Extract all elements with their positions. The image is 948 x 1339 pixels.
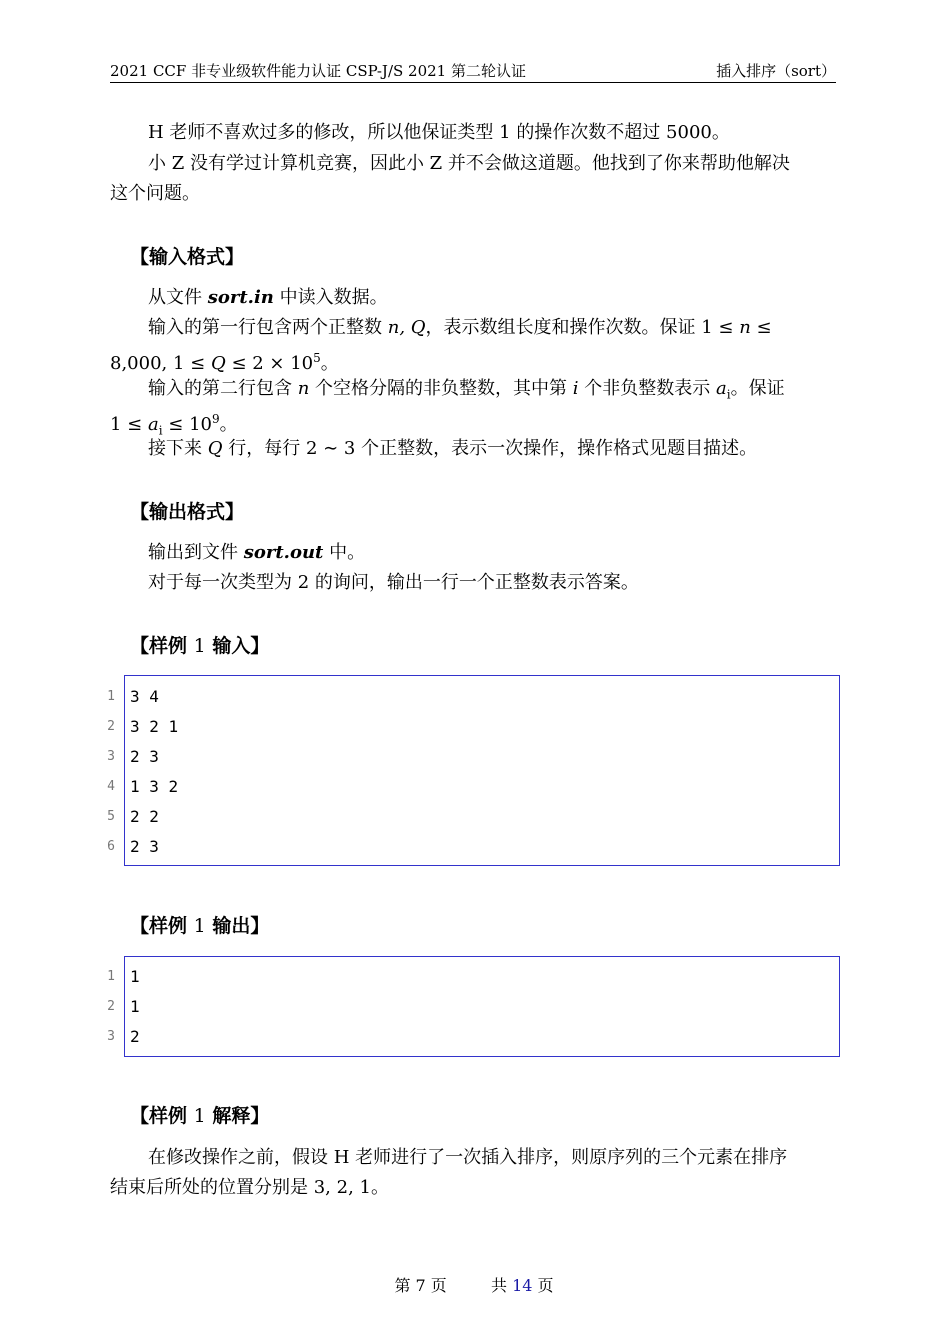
output-format-heading: 【输出格式】 (130, 501, 245, 523)
input-format-line-4: 输入的第二行包含 n 个空格分隔的非负整数，其中第 i 个非负整数表示 $a_i$。保证 (148, 378, 785, 402)
input-format-line-1: 从文件 sort.in 中读入数据。 (148, 287, 388, 308)
sample-explanation-heading: 【样例 1 解释】 (130, 1105, 270, 1127)
header-problem-name: 插入排序（sort） (716, 62, 836, 80)
input-format-line-3: 8,000, $1 \le Q \le 2 \times 10^5$。 (110, 351, 339, 374)
input-format-line-6: 接下来 Q 行，每行 2 ∼ 3 个正整数，表示一次操作，操作格式见题目描述。 (148, 438, 758, 459)
sample-input-heading: 【样例 1 输入】 (130, 635, 270, 657)
code-line: 5 2 2 (107, 807, 159, 826)
sample-explanation-line-1: 在修改操作之前，假设 H 老师进行了一次插入排序，则原序列的三个元素在排序 (148, 1147, 788, 1168)
input-format-line-2: 输入的第一行包含两个正整数 n, Q，表示数组长度和操作次数。保证 1 ≤ n ≤ (148, 317, 772, 338)
page-number: 第 7 页 (394, 1276, 447, 1295)
page-total: 共 14 页 (491, 1276, 554, 1295)
code-line: 3 2 3 (107, 747, 159, 766)
code-line: 2 3 2 1 (107, 717, 179, 736)
code-line: 2 1 (107, 997, 140, 1016)
page-footer (0, 1273, 948, 1296)
code-line: 6 2 3 (107, 837, 159, 856)
output-format-line-1: 输出到文件 sort.out 中。 (148, 542, 366, 563)
input-format-heading: 【输入格式】 (130, 246, 245, 268)
code-line: 4 1 3 2 (107, 777, 179, 796)
header-title: 2021 CCF 非专业级软件能力认证 CSP-J/S 2021 第二轮认证 (110, 62, 526, 80)
intro-paragraph-1: H 老师不喜欢过多的修改，所以他保证类型 1 的操作次数不超过 5000。 (148, 122, 730, 143)
code-line: 3 2 (107, 1027, 140, 1046)
output-file-name: sort.out (243, 542, 324, 563)
intro-paragraph-2-line-1: 小 Z 没有学过计算机竞赛，因此小 Z 并不会做这道题。他找到了你来帮助他解决 (148, 153, 790, 174)
code-line: 1 1 (107, 967, 140, 986)
code-line: 1 3 4 (107, 687, 159, 706)
input-format-line-5: $1 \le a_i \le 10^9$。 (110, 412, 238, 438)
intro-paragraph-2-line-2: 这个问题。 (110, 183, 200, 204)
output-format-line-2: 对于每一次类型为 2 的询问，输出一行一个正整数表示答案。 (148, 572, 639, 593)
page-header (110, 60, 836, 83)
sample-output-code-block (107, 956, 840, 1057)
sample-explanation-line-2: 结束后所处的位置分别是 3, 2, 1。 (110, 1177, 389, 1198)
input-file-name: sort.in (207, 287, 274, 308)
sample-output-heading: 【样例 1 输出】 (130, 915, 270, 937)
sample-input-code-block (107, 675, 840, 866)
